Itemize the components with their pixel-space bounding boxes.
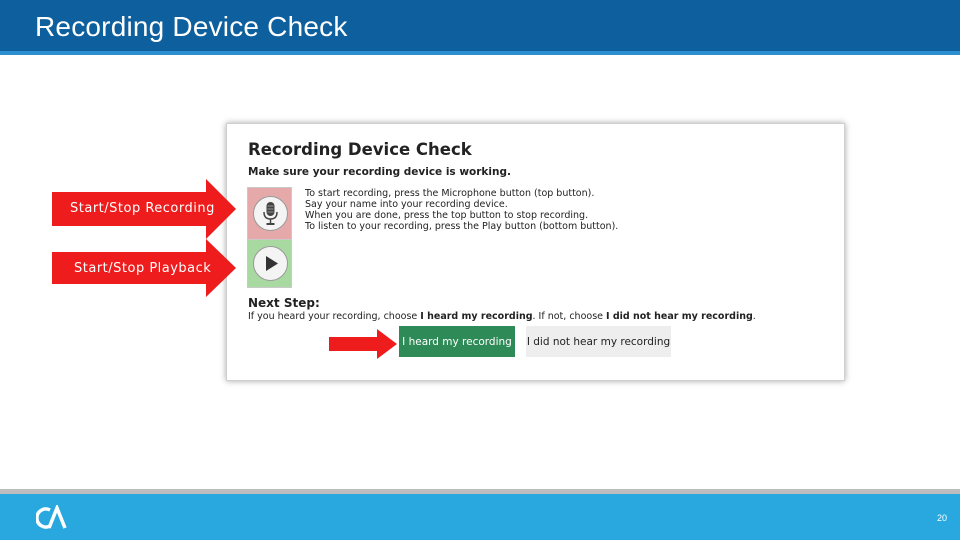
recording-check-panel bbox=[226, 123, 845, 381]
not-heard-recording-button[interactable]: I did not hear my recording bbox=[526, 326, 671, 357]
playback-callout-label: Start/Stop Playback bbox=[74, 261, 212, 276]
instruction-line: When you are done, press the top button to stop recording. bbox=[305, 210, 589, 221]
recording-instructions bbox=[305, 188, 618, 232]
heard-button-callout-arrow bbox=[329, 329, 397, 359]
slide-footer bbox=[0, 494, 960, 540]
panel-subtitle: Make sure your recording device is working. bbox=[248, 166, 511, 178]
instruction-line: To listen to your recording, press the Play button (bottom button). bbox=[305, 221, 619, 232]
panel-title: Recording Device Check bbox=[248, 140, 472, 159]
microphone-button[interactable] bbox=[247, 187, 292, 240]
next-step-text: If you heard your recording, choose I heard my recording. If not, choose I did not hear my recording. bbox=[248, 311, 756, 322]
heard-recording-button[interactable]: I heard my recording bbox=[399, 326, 515, 357]
instruction-line: To start recording, press the Microphone button (top button). bbox=[305, 188, 595, 199]
ca-logo bbox=[36, 505, 68, 531]
next-step-label: Next Step: bbox=[248, 296, 320, 310]
instruction-line: Say your name into your recording device. bbox=[305, 199, 508, 210]
slide-title: Recording Device Check bbox=[35, 11, 348, 42]
play-button[interactable] bbox=[247, 239, 292, 288]
play-icon bbox=[253, 246, 288, 281]
recording-callout-label: Start/Stop Recording bbox=[70, 201, 215, 216]
microphone-icon bbox=[253, 196, 288, 231]
page-number: 20 bbox=[937, 513, 948, 523]
header-divider bbox=[0, 51, 960, 55]
